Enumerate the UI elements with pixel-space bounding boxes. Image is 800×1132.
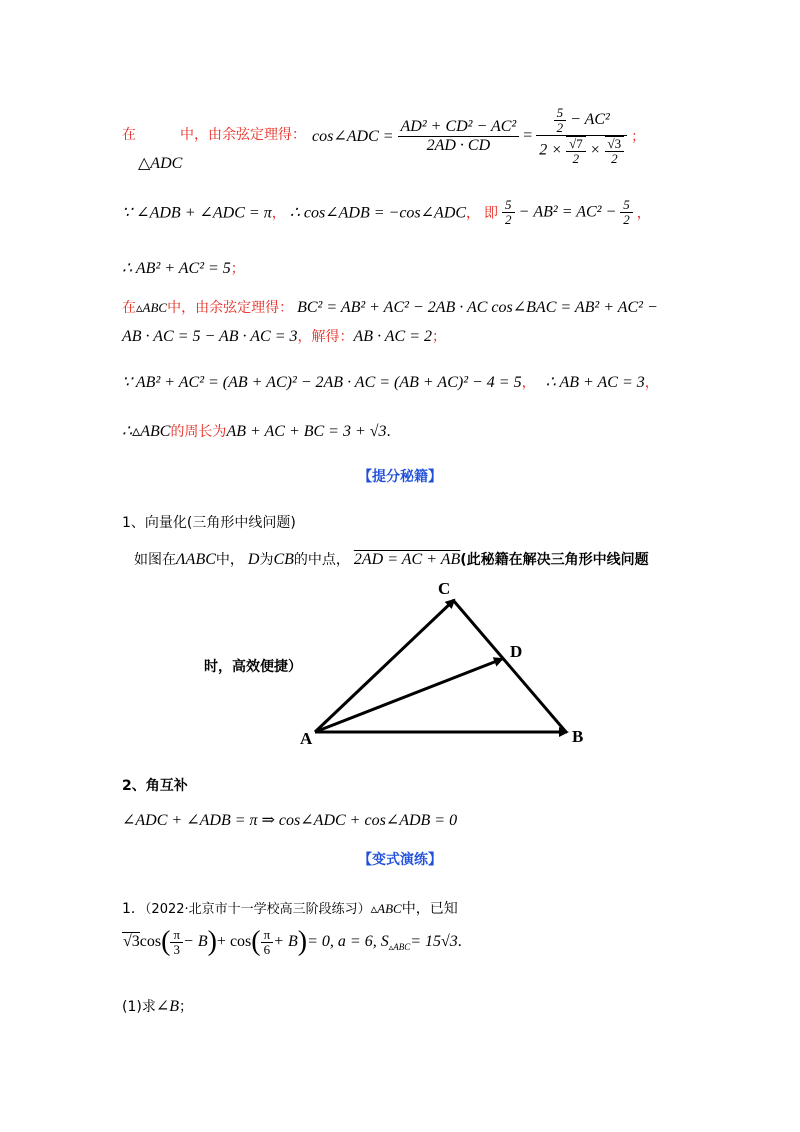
- heading-variations: 【变式演练】: [358, 852, 442, 868]
- segment-ac: [315, 600, 454, 732]
- item-2-title: 2、角互补: [122, 778, 188, 794]
- line-2: ∵ ∠ADB + ∠ADC = π， ∴ cos∠ADB = −cos∠ADC， 即 $\frac{5}{2}$ − AB² = AC² − $\frac{5}{2}$ ，: [122, 197, 651, 227]
- line-6: ∵ AB² + AC² = (AB + AC)² − 2AB · AC = (AB + AC)² − 4 = 5， ∴ AB + AC = 3，: [122, 374, 659, 391]
- line-3: ∴ AB² + AC² = 5；: [122, 260, 245, 277]
- line-1: [122, 124, 306, 144]
- segment-cb: [453, 600, 566, 732]
- vector-formula: 2AD = AC + AB: [353, 551, 461, 568]
- triangle-figure: [296, 578, 596, 750]
- item-1-title: 1、向量化(三角形中线问题): [122, 515, 296, 531]
- label-b: B: [572, 727, 584, 746]
- line-7: ∴▵ABC的周长为AB + AC + BC = 3 + √3.: [122, 423, 391, 440]
- fraction-complex: $\frac{5}{2}$ − AC² 2 × $\frac{√7}{2}$ × $\frac{√3}{2}$: [536, 106, 627, 166]
- triangle-adc: △ADC: [138, 155, 183, 172]
- question-1: (1)求∠B；: [122, 998, 194, 1015]
- item-1-line: 如图在ΛABC中， D为CB的中点， 2AD = AC + AB(此秘籍在解决三角形中线问题: [134, 551, 649, 568]
- item-1-continued: 时，高效便捷）: [204, 659, 302, 675]
- fraction-ad-cd: $\frac{\text{AD² + CD² − AC²}}{2AD \cdot CD}$: [398, 118, 520, 155]
- label-a: A: [300, 729, 313, 748]
- text-cosine-law: 中，由余弦定理得：: [180, 127, 306, 143]
- formula-cos-adc: cos∠ADC = $\frac{\text{AD² + CD² − AC²}}{2AD \cdot CD}$ = $\frac{5}{2}$ − AC² 2 × $\frac{√7}{2}$ × $\frac{√3}{2}$ ；: [312, 105, 646, 166]
- heading-tips: 【提分秘籍】: [358, 469, 442, 485]
- exercise-1-line: 1．（2022·北京市十一学校高三阶段练习）▵ABC中，已知: [122, 901, 458, 917]
- item-2-formula: ∠ADC + ∠ADB = π ⇒ cos∠ADC + cos∠ADB = 0: [122, 812, 458, 829]
- label-c: C: [438, 579, 451, 598]
- segment-ad: [315, 659, 502, 732]
- line-4: 在▵ABC中，由余弦定理得： BC² = AB² + AC² − 2AB · AC cos∠BAC = AB² + AC² −: [122, 299, 658, 316]
- text-zai: 在: [122, 127, 136, 143]
- label-d: D: [510, 642, 523, 661]
- exercise-1-formula: √3cos( $\frac{\pi}{3}$ − B)+ cos( $\frac{\pi}{6}$ + B)= 0, a = 6, $S_{▵ABC}= 15√3$.: [123, 926, 462, 957]
- line-5: AB · AC = 5 − AB · AC = 3，解得：AB · AC = 2；: [122, 328, 447, 345]
